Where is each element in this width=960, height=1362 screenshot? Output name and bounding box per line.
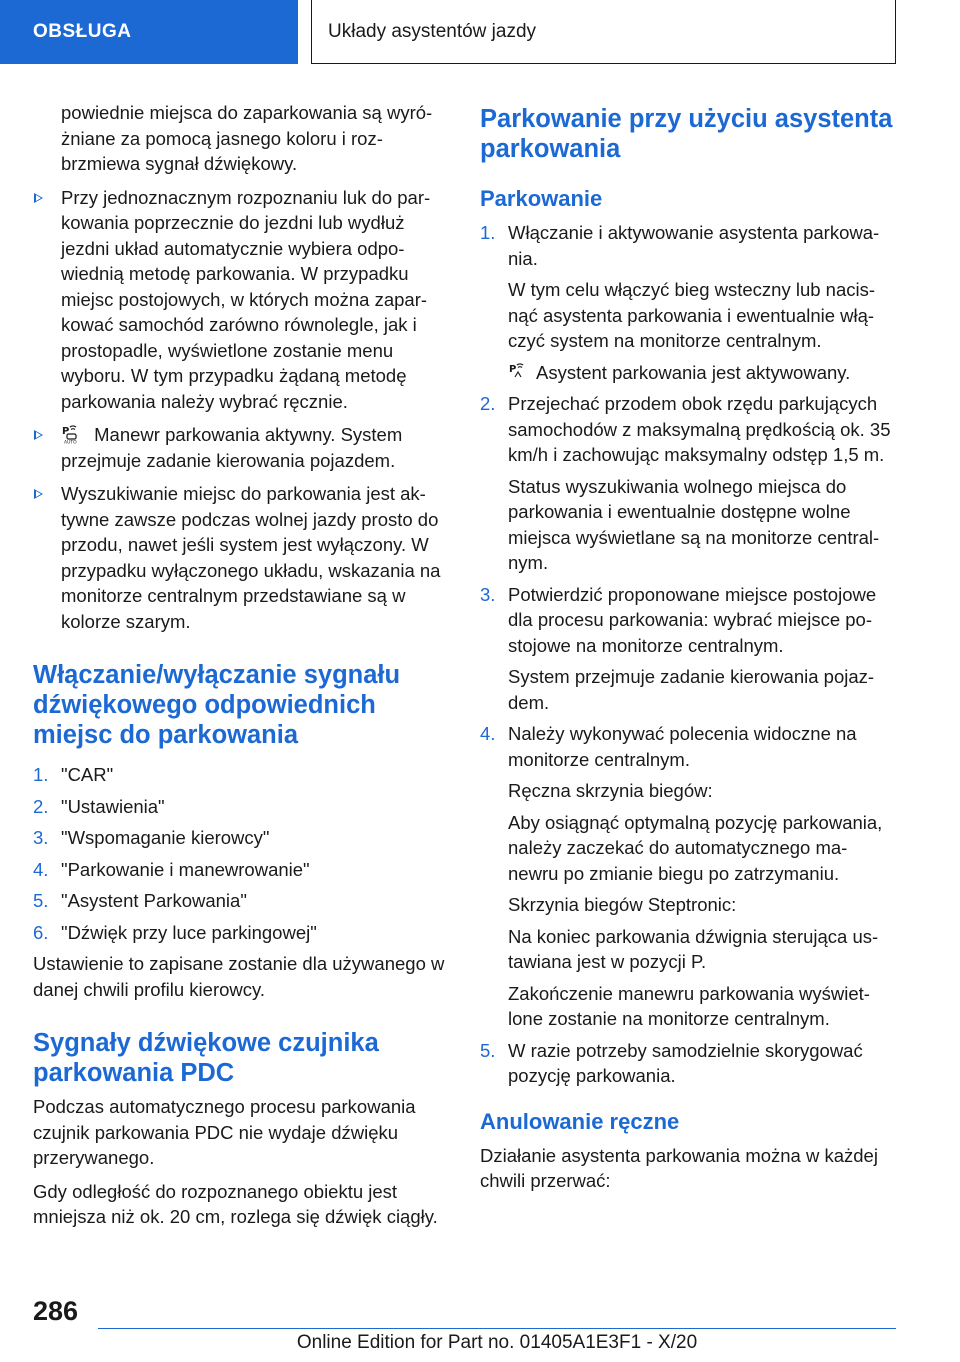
bullet-text: Przy jednoznacznym rozpoznaniu luk do par‐kowania poprzecznie do jezdni lub wydłuż jezdni układ automatycznie wybiera odpo‐wiednią metodę parkowania. W przypadku miejsc postojowych, w których można zapar‐kować samochód zarówno równolegle, jak i prostopadle, wyświetlone zostanie menu wyboru. W tym przypadku żądaną metodę parkowania należy wybrać ręcznie. xyxy=(61,186,431,412)
right-column xyxy=(480,100,896,1194)
step-number: 3. xyxy=(480,583,496,605)
step-text: System przejmuje zadanie kierowania pojaz‐dem. xyxy=(508,666,875,713)
pdc-paragraph: Podczas automatycznego procesu parkowania czujnik parkowania PDC nie wydaje dźwięku przerywanego. xyxy=(33,1096,416,1168)
step-text: Należy wykonywać polecenia widoczne na monitorze centralnym. xyxy=(508,723,857,770)
list-item xyxy=(33,857,445,883)
pdc-paragraph: Gdy odległość do rozpoznanego obiektu jest mniejsza niż ok. 20 cm, rozlega się dźwięk ciągły. xyxy=(33,1180,438,1227)
parking-assistant-icon xyxy=(508,362,528,382)
bullet-item xyxy=(33,481,445,634)
step-number: 1. xyxy=(480,222,496,243)
step-text: Zakończenie manewru parkowania wyświet‐lone zostanie na monitorze centralnym. xyxy=(508,982,870,1029)
section-title: OBSŁUGA xyxy=(33,21,132,42)
list-item xyxy=(480,220,896,385)
parking-assistant-icon xyxy=(61,424,81,444)
step-text: Przejechać przodem obok rzędu parkujących samochodów z maksymalną prędkością ok. 35 km/h i zachowując maksymalny odstęp 1,5 m. xyxy=(508,393,891,465)
section-heading-parking: Parkowanie przy użyciu asystenta parkowania xyxy=(480,105,893,163)
list-item xyxy=(480,582,896,716)
subheading-cancel: Anulowanie ręczne xyxy=(480,1108,680,1134)
step-number: 1. xyxy=(33,764,49,785)
step-text: Aby osiągnąć optymalną pozycję parkowania, należy zaczekać do automatycznego ma‐newru po zmianie biegu po zatrzymaniu. xyxy=(508,811,883,884)
continuation-paragraph: powiednie miejsca do zaparkowania są wyró‐żniane za pomocą jasnego koloru i roz‐brzmiewa sygnał dźwiękowy. xyxy=(61,102,433,174)
step-number: 3. xyxy=(33,827,49,848)
step-text: Potwierdzić proponowane miejsce postojowe dla procesu parkowania: wybrać miejsce po‐stojowe na monitorze centralnym. xyxy=(508,583,877,656)
step-text: "Ustawienia" xyxy=(61,795,165,817)
bullet-text: Manewr parkowania aktywny. System przejmuje zadanie kierowania pojazdem. xyxy=(61,424,403,471)
list-item xyxy=(33,825,445,851)
triangle-bullet-icon xyxy=(34,489,43,499)
list-item xyxy=(33,888,445,914)
section-heading-sound: Włączanie/wyłączanie sygnału dźwiękowego odpowiednich miejsc do parkowania xyxy=(33,661,401,749)
list-item xyxy=(33,762,445,788)
step-text: "Parkowanie i manewrowanie" xyxy=(61,858,310,880)
triangle-bullet-icon xyxy=(34,430,43,440)
list-item xyxy=(480,391,896,576)
step-number: 6. xyxy=(33,921,49,943)
step-text: Na koniec parkowania dźwignia sterująca us‐tawiana jest w pozycji P. xyxy=(508,925,879,972)
svg-text:P: P xyxy=(509,363,517,375)
cancel-paragraph: Działanie asystenta parkowania można w każdej chwili przerwać: xyxy=(480,1144,878,1191)
subheading-parking: Parkowanie xyxy=(480,186,603,211)
step-text-with-icon xyxy=(508,360,896,386)
footer-divider xyxy=(98,1328,896,1329)
step-number: 4. xyxy=(33,858,49,880)
page-number: 286 xyxy=(33,1296,79,1326)
steps-note: Ustawienie to zapisane zostanie dla używanego w danej chwili profilu kierowcy. xyxy=(33,953,445,1000)
step-text: Status wyszukiwania wolnego miejsca do parkowania i ewentualnie dostępne wolne miejsca wyświetlane są na monitorze central‐nym. xyxy=(508,475,880,573)
step-number: 2. xyxy=(480,393,496,414)
step-number: 5. xyxy=(480,1039,496,1061)
chapter-header xyxy=(311,0,896,64)
step-status-text: Asystent parkowania jest aktywowany. xyxy=(536,361,851,383)
step-text: "Wspomaganie kierowcy" xyxy=(61,827,270,848)
step-text: "CAR" xyxy=(61,764,114,785)
chapter-title: Układy asystentów jazdy xyxy=(328,20,537,42)
step-number: 4. xyxy=(480,723,496,744)
step-text: Włączanie i aktywowanie asystenta parkowa‐nia. xyxy=(508,222,880,269)
triangle-bullet-icon xyxy=(34,193,43,203)
list-item xyxy=(33,794,445,820)
step-text: Skrzynia biegów Steptronic: xyxy=(508,894,737,915)
svg-text:AUTO: AUTO xyxy=(64,440,77,444)
step-number: 5. xyxy=(33,890,49,911)
bullet-item xyxy=(33,185,445,415)
bullet-text: Wyszukiwanie miejsc do parkowania jest ak‐tywne zawsze podczas wolnej jazdy prosto do przodu, nawet jeśli system jest wyłączony. W przypadku wyłączonego układu, wskazania na monitorze centralnym przedstawiane są w kolorze szarym. xyxy=(61,483,441,632)
step-text: W tym celu włączyć bieg wsteczny lub nacis‐nąć asystenta parkowania i ewentualnie włą‐czyć system na monitorze centralnym. xyxy=(508,279,876,351)
list-item xyxy=(33,920,445,946)
list-item xyxy=(480,1038,896,1089)
footer-edition: Online Edition for Part no. 01405A1E3F1 - X/20 xyxy=(296,1332,698,1353)
list-item xyxy=(480,721,896,1032)
left-column xyxy=(33,100,445,1230)
step-number: 2. xyxy=(33,795,49,817)
step-text: Ręczna skrzynia biegów: xyxy=(508,780,713,801)
section-tab xyxy=(0,0,298,64)
step-text: "Asystent Parkowania" xyxy=(61,890,247,911)
bullet-item xyxy=(33,422,445,473)
step-text: W razie potrzeby samodzielnie skorygować pozycję parkowania. xyxy=(508,1039,863,1086)
section-heading-pdc: Sygnały dźwiękowe czujnika parkowania PDC xyxy=(33,1029,379,1087)
svg-text:P: P xyxy=(62,426,70,437)
step-text: "Dźwięk przy luce parkingowej" xyxy=(61,921,317,943)
